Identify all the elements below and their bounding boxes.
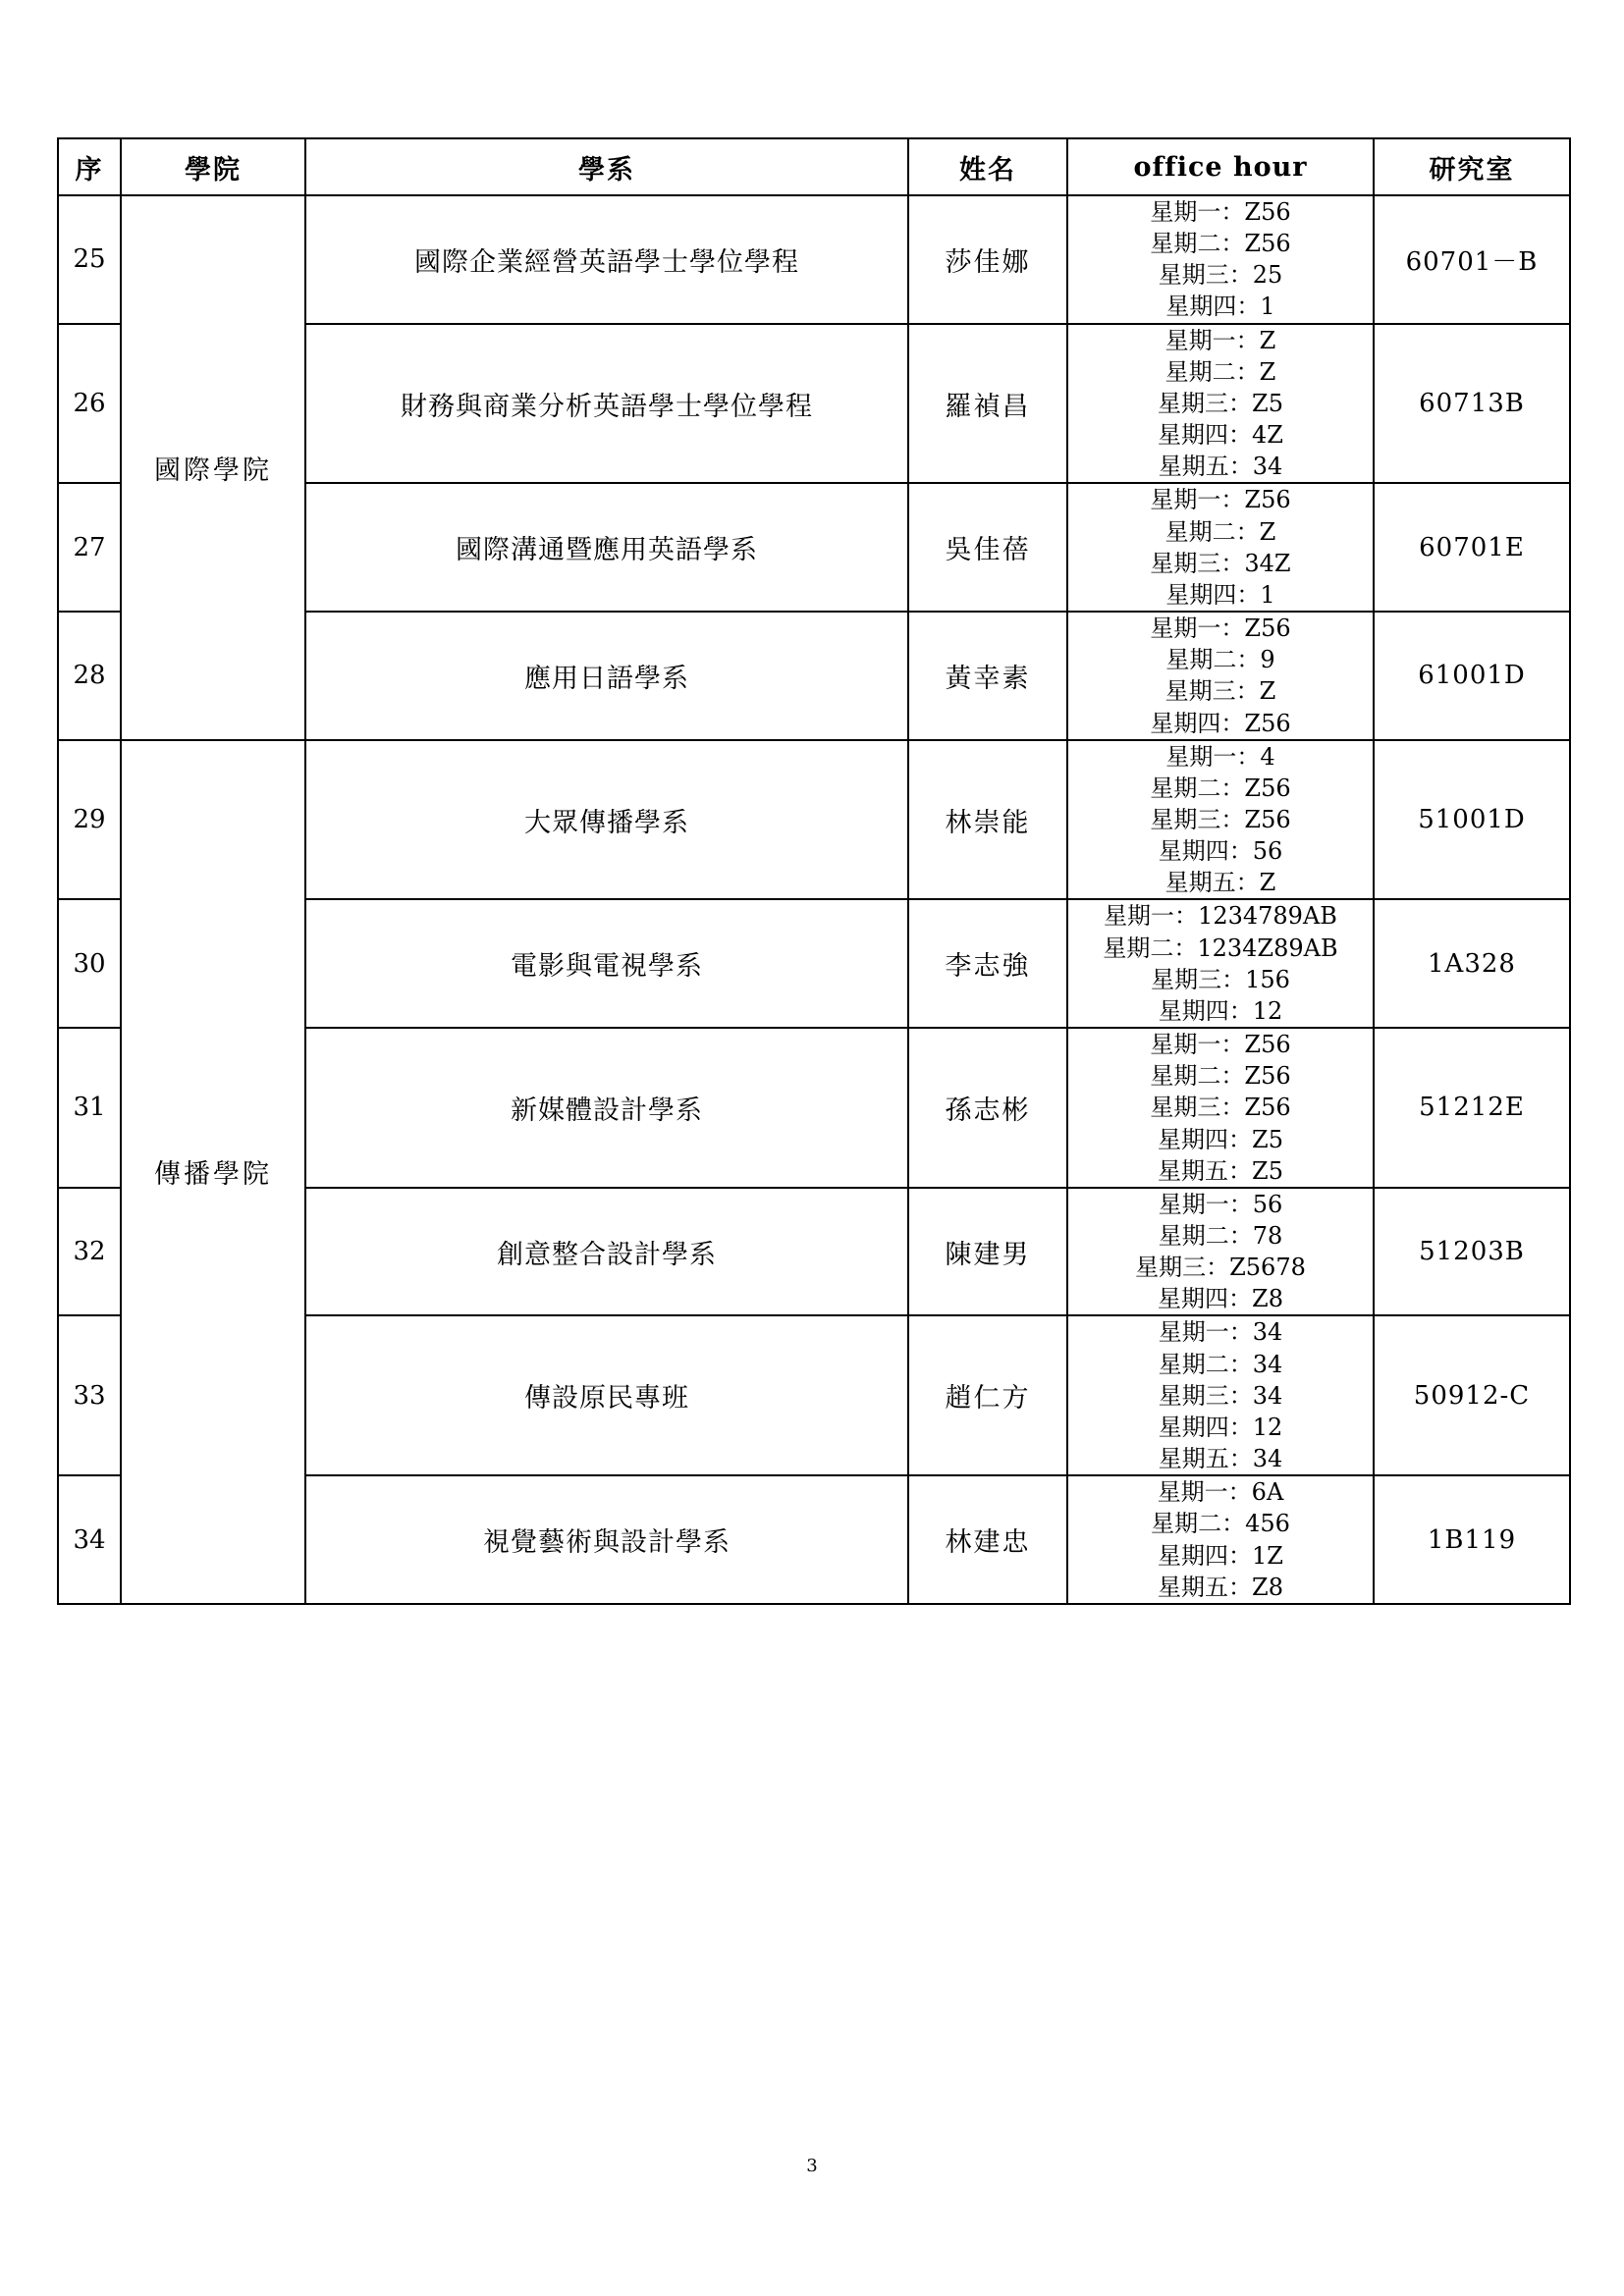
cell-department: 財務與商業分析英語學士學位學程: [305, 324, 908, 484]
cell-room: 1B119: [1374, 1475, 1570, 1604]
office-hour-line: 星期二：Z56: [1150, 774, 1291, 802]
office-hour-line: 星期三：34: [1158, 1381, 1283, 1410]
cell-seq: 29: [58, 740, 121, 900]
office-hour-line: 星期二：9: [1165, 646, 1275, 674]
office-hour-line: 星期四：1Z: [1158, 1541, 1283, 1570]
column-header-name: 姓名: [908, 138, 1067, 195]
table-body: [58, 195, 1570, 1604]
office-hour-line: 星期一：Z56: [1150, 614, 1291, 643]
office-hour-line: 星期三：25: [1158, 261, 1283, 290]
office-hour-line: 星期四：1: [1165, 293, 1275, 321]
cell-office-hour: [1067, 324, 1374, 484]
office-hour-line: 星期四：12: [1158, 1413, 1283, 1441]
office-hour-line: 星期一：4: [1165, 742, 1275, 771]
cell-department: 視覺藝術與設計學系: [305, 1475, 908, 1604]
office-hour-line: 星期四：1: [1165, 580, 1275, 609]
cell-department: 國際企業經營英語學士學位學程: [305, 195, 908, 324]
cell-teacher-name: 林建忠: [908, 1475, 1067, 1604]
office-hour-line: 星期一：56: [1158, 1190, 1283, 1218]
office-hour-line: 星期三：34Z: [1150, 549, 1291, 577]
cell-seq: 34: [58, 1475, 121, 1604]
office-hour-line: 星期二：Z: [1164, 357, 1276, 386]
cell-room: 51001D: [1374, 740, 1570, 900]
cell-office-hour: [1067, 612, 1374, 740]
office-hour-line: 星期三：156: [1151, 965, 1290, 993]
office-hour-line: 星期二：78: [1158, 1222, 1283, 1250]
column-header-department: 學系: [305, 138, 908, 195]
office-hour-line: 星期四：4Z: [1158, 421, 1283, 450]
table-row: [58, 195, 1570, 324]
office-hour-line: 星期四：56: [1158, 837, 1283, 866]
cell-college: 國際學院: [121, 195, 305, 740]
cell-department: 新媒體設計學系: [305, 1028, 908, 1188]
cell-seq: 26: [58, 324, 121, 484]
office-hour-line: 星期三：Z5678: [1135, 1254, 1306, 1282]
office-hour-line: 星期二：Z56: [1150, 1062, 1291, 1091]
cell-department: 電影與電視學系: [305, 899, 908, 1028]
cell-office-hour: [1067, 1315, 1374, 1475]
cell-room: 60701－B: [1374, 195, 1570, 324]
office-hour-line: 星期一：Z56: [1150, 198, 1291, 226]
cell-room: 50912-C: [1374, 1315, 1570, 1475]
cell-teacher-name: 林崇能: [908, 740, 1067, 900]
office-hour-line: 星期四：Z5: [1158, 1125, 1283, 1153]
cell-seq: 32: [58, 1188, 121, 1316]
cell-department: 應用日語學系: [305, 612, 908, 740]
office-hour-line: 星期五：Z8: [1158, 1573, 1283, 1601]
cell-seq: 31: [58, 1028, 121, 1188]
cell-teacher-name: 孫志彬: [908, 1028, 1067, 1188]
office-hour-line: 星期一：Z: [1164, 326, 1276, 354]
cell-seq: 28: [58, 612, 121, 740]
office-hour-line: 星期四：Z8: [1158, 1285, 1283, 1313]
cell-office-hour: [1067, 740, 1374, 900]
cell-office-hour: [1067, 1028, 1374, 1188]
office-hour-line: 星期一：Z56: [1150, 1031, 1291, 1059]
cell-department: 傳設原民專班: [305, 1315, 908, 1475]
office-hour-line: 星期五：34: [1158, 453, 1283, 481]
cell-room: 60701E: [1374, 483, 1570, 612]
cell-teacher-name: 莎佳娜: [908, 195, 1067, 324]
cell-office-hour: [1067, 195, 1374, 324]
cell-room: 51203B: [1374, 1188, 1570, 1316]
cell-seq: 25: [58, 195, 121, 324]
office-hour-line: 星期三：Z56: [1150, 1094, 1291, 1122]
cell-office-hour: [1067, 1188, 1374, 1316]
cell-teacher-name: 羅禎昌: [908, 324, 1067, 484]
cell-room: 51212E: [1374, 1028, 1570, 1188]
cell-room: 61001D: [1374, 612, 1570, 740]
cell-office-hour: [1067, 483, 1374, 612]
cell-teacher-name: 黃幸素: [908, 612, 1067, 740]
office-hour-line: 星期一：Z56: [1150, 486, 1291, 514]
office-hour-line: 星期五：34: [1158, 1445, 1283, 1473]
office-hour-line: 星期一：34: [1158, 1318, 1283, 1347]
cell-room: 60713B: [1374, 324, 1570, 484]
cell-teacher-name: 李志強: [908, 899, 1067, 1028]
office-hour-line: 星期二：Z: [1164, 517, 1276, 546]
column-header-room: 研究室: [1374, 138, 1570, 195]
office-hour-line: 星期三：Z: [1164, 677, 1276, 706]
table-header-row: [58, 138, 1570, 195]
cell-teacher-name: 陳建男: [908, 1188, 1067, 1316]
column-header-seq: 序: [58, 138, 121, 195]
table-header: [58, 138, 1570, 195]
office-hour-line: 星期二：456: [1151, 1510, 1290, 1538]
cell-seq: 27: [58, 483, 121, 612]
cell-teacher-name: 吳佳蓓: [908, 483, 1067, 612]
cell-department: 國際溝通暨應用英語學系: [305, 483, 908, 612]
office-hour-line: 星期三：Z56: [1150, 805, 1291, 833]
cell-room: 1A328: [1374, 899, 1570, 1028]
office-hour-line: 星期四：Z56: [1150, 709, 1291, 737]
office-hour-line: 星期五：Z5: [1158, 1156, 1283, 1185]
cell-department: 創意整合設計學系: [305, 1188, 908, 1316]
office-hour-table: [57, 137, 1571, 1605]
office-hour-line: 星期三：Z5: [1158, 389, 1283, 417]
table-row: [58, 740, 1570, 900]
office-hour-line: 星期二：Z56: [1150, 230, 1291, 258]
cell-seq: 33: [58, 1315, 121, 1475]
page-number: 3: [806, 2156, 818, 2176]
office-hour-line: 星期五：Z: [1164, 869, 1276, 897]
cell-office-hour: [1067, 1475, 1374, 1604]
cell-office-hour: [1067, 899, 1374, 1028]
office-hour-line: 星期二：1234Z89AB: [1103, 934, 1338, 962]
column-header-college: 學院: [121, 138, 305, 195]
column-header-office-hour: office hour: [1067, 138, 1374, 195]
cell-teacher-name: 趙仁方: [908, 1315, 1067, 1475]
office-hour-line: 星期四：12: [1158, 996, 1283, 1025]
office-hour-line: 星期二：34: [1158, 1350, 1283, 1378]
office-hour-line: 星期一：6A: [1157, 1478, 1284, 1507]
cell-college: 傳播學院: [121, 740, 305, 1604]
office-hour-line: 星期一：1234789AB: [1104, 902, 1337, 931]
cell-seq: 30: [58, 899, 121, 1028]
cell-department: 大眾傳播學系: [305, 740, 908, 900]
